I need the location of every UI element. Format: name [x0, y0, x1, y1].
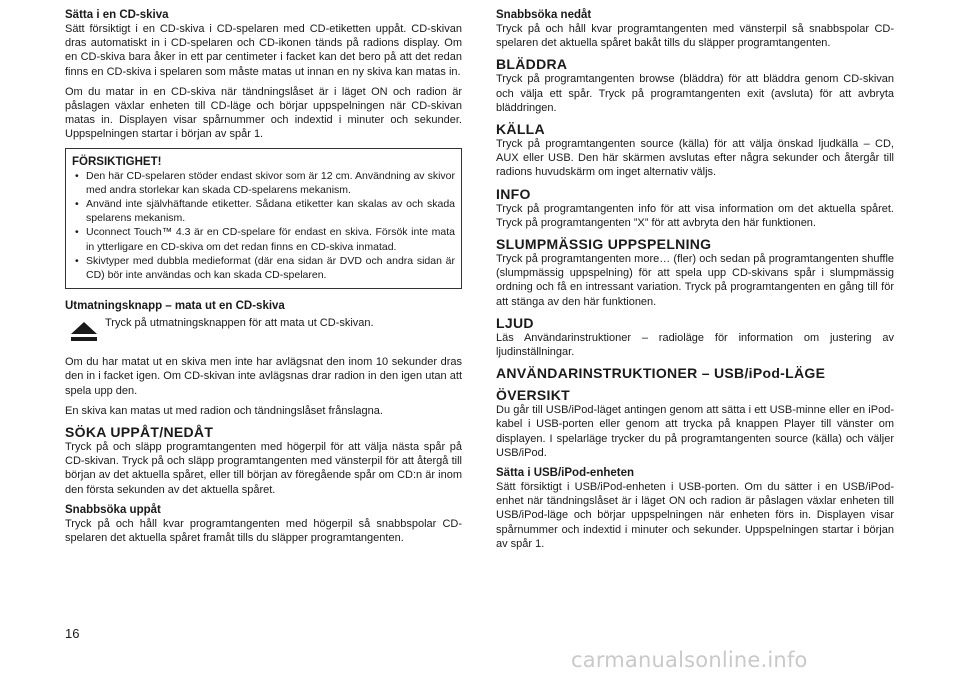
heading-insert-cd: Sätta i en CD-skiva — [65, 9, 169, 21]
paragraph: Sätt försiktigt i USB/iPod-enheten i USB-porten. Om du sätter i en USB/iPod-enhet när tändningslåset är i läget ON och radion är påslagen växlar enheten till USB/iPod-läge och börjar uppspelningen när enheten förs in. Displayen visar spårnummer och indextid i minuter och sekunder. Uppspelningen startar i början av spår 1. — [496, 481, 894, 550]
heading-fast-forward: Snabbsöka uppåt — [65, 503, 161, 516]
paragraph: Tryck på programtangenten source (källa) för att välja önskad ljudkälla – CD, AUX eller USB. Den här skärmen avslutas efter några sekunder och återgår till radions huvudskärm om inget alternativ väljs. — [496, 138, 894, 179]
paragraph: Sätt försiktigt i en CD-skiva i CD-spelaren med CD-etiketten uppåt. CD-skivan dras automatiskt in i CD-spelaren och CD-ikonen tänds på radions display. Om en CD-skiva bara åker in ett par centimeter i facket kan det bero på att det redan finns en CD-skiva i spelaren som måste matas ut innan en ny skiva kan matas in. — [65, 23, 462, 78]
caution-item: • Använd inte självhäftande etiketter. Sådana etiketter kan skalas av och skada spelarens mekanism. — [72, 197, 455, 225]
heading-usb-mode: ANVÄNDARINSTRUKTIONER – USB/iPod-LÄGE — [496, 365, 826, 382]
heading-browse: BLÄDDRA — [496, 56, 568, 73]
paragraph: Tryck på och håll kvar programtangenten med högerpil så snabbspolar CD-spelaren det aktuella spåret framåt tills du släpper programtangenten. — [65, 517, 462, 545]
right-column — [496, 8, 894, 557]
heading-rewind: Snabbsöka nedåt — [496, 9, 592, 21]
eject-icon — [69, 321, 99, 343]
heading-audio: LJUD — [496, 314, 534, 331]
paragraph: Du går till USB/iPod-läget antingen genom att sätta i ett USB-minne eller en iPod-kabel i USB-porten eller genom att trycka på knappen Player till vänster om displayen. I spelarläge trycker du på programtangenten source (källa) och väljer USB/iPod. — [496, 404, 894, 459]
caution-list — [72, 169, 455, 283]
heading-insert-usb: Sätta i USB/iPod-enheten — [496, 467, 635, 480]
heading-seek: SÖKA UPPÅT/NEDÅT — [65, 424, 214, 441]
paragraph: Tryck på programtangenten browse (bläddra) för att bläddra genom CD-skivan och välja ett spår. Tryck på programtangenten exit (avsluta) för att avbryta bläddringen. — [496, 73, 894, 114]
caution-box — [65, 148, 462, 290]
paragraph: Om du matar in en CD-skiva när tändningslåset är i läget ON och radion är påslagen växlar enheten till CD-läge och börjar uppspelningen när CD-skivan matas in. Displayen visar spårnummer och indextid i minuter och sekunder. Uppspelningen startar i början av spår 1. — [65, 85, 462, 141]
heading-source: KÄLLA — [496, 121, 545, 138]
heading-overview: ÖVERSIKT — [496, 387, 570, 404]
heading-eject: Utmatningsknapp – mata ut en CD-skiva — [65, 300, 285, 313]
caution-item: • Skivtyper med dubbla medieformat (där ena sidan är DVD och andra sidan är CD) bör inte användas och kan skada CD-spelaren. — [72, 254, 455, 282]
eject-row — [65, 315, 462, 343]
heading-info: INFO — [496, 185, 531, 202]
paragraph: Läs Användarinstruktioner – radioläge för information om justering av ljudinställningar. — [496, 331, 894, 359]
caution-title: FÖRSIKTIGHET! — [72, 155, 162, 168]
caution-item: • Den här CD-spelaren stöder endast skivor som är 12 cm. Användning av skivor med andra storlekar kan skada CD-spelarens mekanism. — [72, 169, 455, 197]
watermark: carmanualsonline.info — [571, 648, 808, 672]
eject-instruction: Tryck på utmatningsknappen för att mata ut CD-skivan. — [105, 317, 374, 330]
page-number: 16 — [65, 626, 80, 641]
left-column — [65, 8, 462, 551]
paragraph: Tryck på och släpp programtangenten med högerpil för att välja nästa spår på CD-skivan. Tryck på och släpp programtangenten med vänsterpil för att återgå till början av det aktuella spåret, eller till början av föregående spår om CD:n är inom den första sekunden av det aktuella spåret. — [65, 441, 462, 496]
caution-item: • Uconnect Touch™ 4.3 är en CD-spelare för endast en skiva. Försök inte mata in ytterligare en CD-skiva om det redan finns en CD-skiva inmatad. — [72, 225, 455, 253]
paragraph: En skiva kan matas ut med radion och tändningslåset frånslagna. — [65, 404, 383, 417]
paragraph: Tryck på programtangenten more… (fler) och sedan på programtangenten shuffle (slumpmässig uppspelning) för att spela upp CD-skivans spår i slumpmässig ordning och få en intressant variation. Tryck på programtangenten en gång till för att stänga av den här funktionen. — [496, 253, 894, 308]
paragraph: Tryck på och håll kvar programtangenten med vänsterpil så snabbspolar CD-spelaren det aktuella spåret bakåt tills du släpper programtangenten. — [496, 23, 894, 50]
paragraph: Om du har matat ut en skiva men inte har avlägsnat den inom 10 sekunder dras den in i facket igen. Om CD-skivan inte avlägsnas drar radion in den igen utan att spela upp den. — [65, 356, 462, 397]
heading-shuffle: SLUMPMÄSSIG UPPSPELNING — [496, 236, 712, 253]
paragraph: Tryck på programtangenten info för att visa information om det aktuella spåret. Tryck på programtangenten ”X” för att avbryta den här funktionen. — [496, 202, 894, 229]
